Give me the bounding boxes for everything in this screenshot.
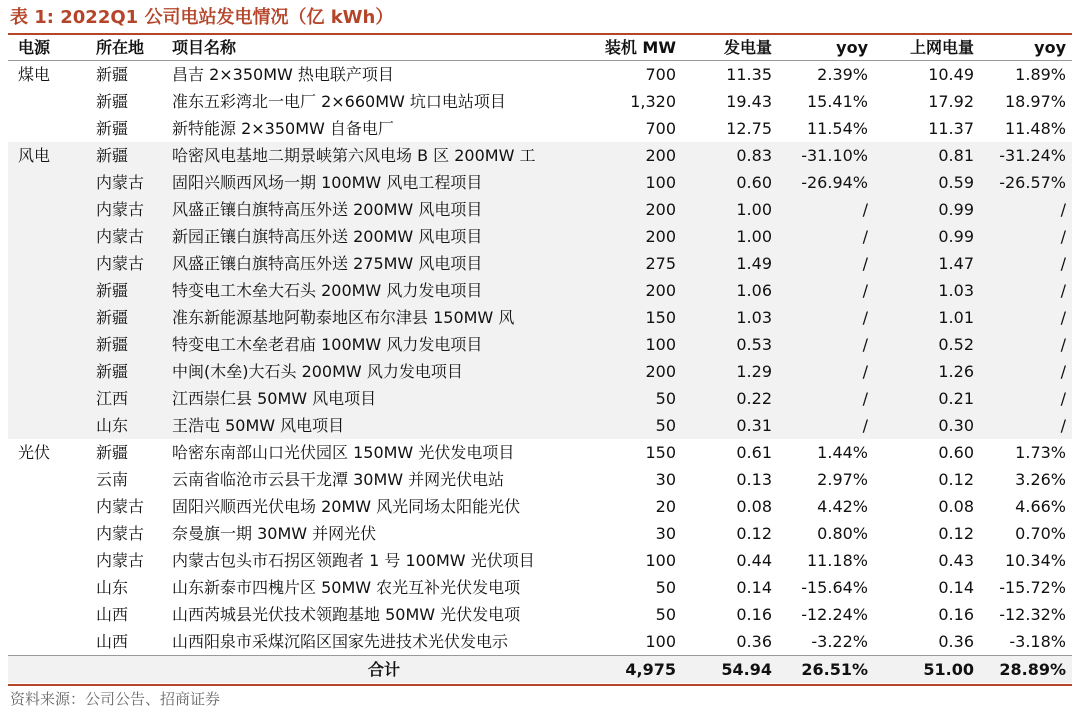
project-name-cell: 山东新泰市四槐片区 50MW 农光互补光伏发电项 <box>172 578 521 597</box>
source-cell <box>8 466 90 493</box>
capacity-cell: 150 <box>598 304 682 331</box>
generation-yoy-cell: 15.41% <box>806 92 868 111</box>
capacity-cell: 200 <box>598 196 682 223</box>
source-cell <box>8 223 90 250</box>
grid-yoy-cell: / <box>980 331 1072 358</box>
grid-power-cell: 0.81 <box>874 142 980 169</box>
grid-power-cell: 1.01 <box>874 304 980 331</box>
table-row <box>8 196 1072 223</box>
capacity-cell: 30 <box>655 470 676 489</box>
grid-yoy-cell: -31.24% <box>980 142 1072 169</box>
generation-yoy-cell: 2.39% <box>817 65 868 84</box>
grid-yoy-cell: 0.70% <box>1015 524 1066 543</box>
total-grid-power: 51.00 <box>874 656 980 684</box>
generation-yoy-cell: / <box>778 358 874 385</box>
generation-cell: 0.53 <box>682 331 778 358</box>
location-cell: 新疆 <box>90 304 170 331</box>
generation-cell: 0.14 <box>736 578 772 597</box>
project-name-cell: 特变电工木垒大石头 200MW 风力发电项目 <box>170 277 598 304</box>
location-cell: 云南 <box>96 470 129 489</box>
source-cell <box>8 358 90 385</box>
generation-cell: 0.16 <box>736 605 772 624</box>
source-cell <box>8 601 90 628</box>
source-note: 资料来源：公司公告、招商证券 <box>10 690 221 708</box>
capacity-cell: 30 <box>655 524 676 543</box>
capacity-cell: 100 <box>645 632 676 651</box>
location-cell: 新疆 <box>90 358 170 385</box>
generation-yoy-cell: / <box>778 196 874 223</box>
grid-yoy-cell: -3.18% <box>1009 632 1066 651</box>
generation-yoy-cell: 4.42% <box>817 497 868 516</box>
header-project: 项目名称 <box>170 35 598 61</box>
table-row <box>8 358 1072 385</box>
project-name-cell: 固阳兴顺西风场一期 100MW 风电工程项目 <box>170 169 598 196</box>
generation-cell: 0.22 <box>682 385 778 412</box>
grid-power-cell: 11.37 <box>928 119 974 138</box>
table-row <box>8 547 1072 574</box>
generation-yoy-cell: -15.64% <box>801 578 868 597</box>
project-name-cell: 准东新能源基地阿勒泰地区布尔津县 150MW 风 <box>170 304 598 331</box>
project-name-cell: 风盛正镶白旗特高压外送 200MW 风电项目 <box>170 196 598 223</box>
generation-cell: 0.31 <box>682 412 778 439</box>
bottom-rule <box>8 684 1072 686</box>
generation-yoy-cell: 11.54% <box>806 119 868 138</box>
source-cell <box>8 88 90 115</box>
location-cell: 内蒙古 <box>90 169 170 196</box>
location-cell: 新疆 <box>90 331 170 358</box>
location-cell: 新疆 <box>90 142 170 169</box>
capacity-cell: 1,320 <box>630 92 676 111</box>
grid-yoy-cell: / <box>980 250 1072 277</box>
table-row <box>8 574 1072 601</box>
generation-yoy-cell: / <box>778 223 874 250</box>
table-row <box>8 88 1072 115</box>
project-name-cell: 准东五彩湾北一电厂 2×660MW 坑口电站项目 <box>172 92 506 111</box>
project-name-cell: 新园正镶白旗特高压外送 200MW 风电项目 <box>170 223 598 250</box>
capacity-cell: 700 <box>645 65 676 84</box>
project-name-cell: 江西崇仁县 50MW 风电项目 <box>170 385 598 412</box>
source-cell <box>8 574 90 601</box>
table-row <box>8 115 1072 142</box>
grid-power-cell: 0.21 <box>874 385 980 412</box>
project-name-cell: 奈曼旗一期 30MW 并网光伏 <box>172 524 377 543</box>
total-label: 合计 <box>170 656 598 684</box>
project-name-cell: 风盛正镶白旗特高压外送 275MW 风电项目 <box>170 250 598 277</box>
grid-power-cell: 0.99 <box>874 223 980 250</box>
generation-yoy-cell: / <box>778 385 874 412</box>
table-row <box>8 412 1072 439</box>
grid-yoy-cell: / <box>980 196 1072 223</box>
grid-power-cell: 1.47 <box>874 250 980 277</box>
generation-yoy-cell: -26.94% <box>778 169 874 196</box>
project-name-cell: 新特能源 2×350MW 自备电厂 <box>172 119 394 138</box>
source-cell <box>8 547 90 574</box>
capacity-cell: 100 <box>645 551 676 570</box>
source-cell: 光伏 <box>18 443 51 462</box>
grid-yoy-cell: / <box>980 385 1072 412</box>
capacity-cell: 275 <box>598 250 682 277</box>
grid-power-cell: 0.08 <box>938 497 974 516</box>
grid-yoy-cell: / <box>980 277 1072 304</box>
location-cell: 江西 <box>90 385 170 412</box>
generation-cell: 1.00 <box>682 196 778 223</box>
capacity-cell: 700 <box>645 119 676 138</box>
location-cell: 新疆 <box>96 443 129 462</box>
generation-cell: 1.29 <box>682 358 778 385</box>
table-row <box>8 493 1072 520</box>
location-cell: 内蒙古 <box>90 196 170 223</box>
grid-yoy-cell: -26.57% <box>980 169 1072 196</box>
capacity-cell: 100 <box>598 169 682 196</box>
project-name-cell: 昌吉 2×350MW 热电联产项目 <box>172 65 394 84</box>
project-name-cell: 哈密风电基地二期景峡第六风电场 B 区 200MW 工 <box>170 142 598 169</box>
capacity-cell: 50 <box>598 385 682 412</box>
source-cell <box>8 277 90 304</box>
header-generation: 发电量 <box>682 35 778 61</box>
grid-yoy-cell: 3.26% <box>1015 470 1066 489</box>
capacity-cell: 50 <box>598 412 682 439</box>
source-cell <box>8 628 90 656</box>
total-grid-yoy: 28.89% <box>980 656 1072 684</box>
grid-yoy-cell: 1.89% <box>1015 65 1066 84</box>
generation-cell: 1.03 <box>682 304 778 331</box>
generation-cell: 1.00 <box>682 223 778 250</box>
generation-yoy-cell: / <box>778 277 874 304</box>
generation-yoy-cell: / <box>778 304 874 331</box>
project-name-cell: 哈密东南部山口光伏园区 150MW 光伏发电项目 <box>172 443 515 462</box>
table-row <box>8 466 1072 493</box>
total-generation: 54.94 <box>682 656 778 684</box>
project-name-cell: 山西阳泉市采煤沉陷区国家先进技术光伏发电示 <box>172 632 509 651</box>
location-cell: 内蒙古 <box>96 551 145 570</box>
generation-yoy-cell: 2.97% <box>817 470 868 489</box>
header-capacity: 装机 MW <box>598 35 682 61</box>
generation-yoy-cell: 1.44% <box>817 443 868 462</box>
generation-cell: 11.35 <box>726 65 772 84</box>
header-row <box>8 35 1072 61</box>
grid-yoy-cell: -12.32% <box>999 605 1066 624</box>
generation-yoy-cell: / <box>778 412 874 439</box>
capacity-cell: 150 <box>645 443 676 462</box>
project-name-cell: 云南省临沧市云县干龙潭 30MW 并网光伏电站 <box>172 470 505 489</box>
grid-yoy-cell: 18.97% <box>1004 92 1066 111</box>
header-location: 所在地 <box>90 35 170 61</box>
capacity-cell: 20 <box>655 497 676 516</box>
header-grid-yoy: yoy <box>980 35 1072 61</box>
generation-cell: 1.49 <box>682 250 778 277</box>
source-cell <box>8 196 90 223</box>
grid-yoy-cell: 4.66% <box>1015 497 1066 516</box>
table-row <box>8 331 1072 358</box>
project-name-cell: 王浩屯 50MW 风电项目 <box>170 412 598 439</box>
table-row <box>8 223 1072 250</box>
location-cell: 内蒙古 <box>96 497 145 516</box>
project-name-cell: 特变电工木垒老君庙 100MW 风力发电项目 <box>170 331 598 358</box>
table-row <box>8 250 1072 277</box>
project-name-cell: 内蒙古包头市石拐区领跑者 1 号 100MW 光伏项目 <box>172 551 535 570</box>
table-row <box>8 61 1072 89</box>
generation-yoy-cell: / <box>778 331 874 358</box>
source-cell <box>8 115 90 142</box>
grid-power-cell: 1.03 <box>874 277 980 304</box>
grid-yoy-cell: / <box>980 223 1072 250</box>
location-cell: 内蒙古 <box>90 223 170 250</box>
table-row <box>8 439 1072 466</box>
source-cell <box>8 493 90 520</box>
source-cell <box>8 250 90 277</box>
capacity-cell: 50 <box>655 605 676 624</box>
source-cell <box>8 331 90 358</box>
generation-yoy-cell: 0.80% <box>817 524 868 543</box>
total-row <box>8 656 1072 684</box>
generation-cell: 1.06 <box>682 277 778 304</box>
location-cell: 山东 <box>96 578 129 597</box>
grid-power-cell: 0.12 <box>938 524 974 543</box>
grid-power-cell: 0.12 <box>938 470 974 489</box>
generation-cell: 0.13 <box>736 470 772 489</box>
location-cell: 山东 <box>90 412 170 439</box>
table-row <box>8 628 1072 656</box>
grid-power-cell: 0.36 <box>938 632 974 651</box>
grid-power-cell: 17.92 <box>928 92 974 111</box>
table-title: 表 1: 2022Q1 公司电站发电情况（亿 kWh） <box>10 7 394 28</box>
grid-power-cell: 0.16 <box>938 605 974 624</box>
power-station-table <box>8 35 1072 683</box>
source-cell <box>8 412 90 439</box>
grid-power-cell: 0.30 <box>874 412 980 439</box>
grid-power-cell: 1.26 <box>874 358 980 385</box>
table-row <box>8 385 1072 412</box>
source-cell <box>8 385 90 412</box>
source-cell <box>8 169 90 196</box>
grid-power-cell: 0.60 <box>938 443 974 462</box>
grid-power-cell: 0.59 <box>874 169 980 196</box>
grid-power-cell: 0.52 <box>874 331 980 358</box>
location-cell: 新疆 <box>96 119 129 138</box>
generation-cell: 0.08 <box>736 497 772 516</box>
source-cell: 煤电 <box>18 65 51 84</box>
generation-yoy-cell: -3.22% <box>811 632 868 651</box>
grid-yoy-cell: 1.73% <box>1015 443 1066 462</box>
grid-power-cell: 0.43 <box>938 551 974 570</box>
capacity-cell: 50 <box>655 578 676 597</box>
table-row <box>8 520 1072 547</box>
location-cell: 山西 <box>96 632 129 651</box>
grid-yoy-cell: / <box>980 358 1072 385</box>
table-row <box>8 142 1072 169</box>
location-cell: 内蒙古 <box>96 524 145 543</box>
generation-yoy-cell: / <box>778 250 874 277</box>
capacity-cell: 100 <box>598 331 682 358</box>
source-cell <box>8 520 90 547</box>
generation-yoy-cell: 11.18% <box>806 551 868 570</box>
total-generation-yoy: 26.51% <box>778 656 874 684</box>
project-name-cell: 山西芮城县光伏技术领跑基地 50MW 光伏发电项 <box>172 605 521 624</box>
generation-cell: 12.75 <box>726 119 772 138</box>
project-name-cell: 固阳兴顺西光伏电场 20MW 风光同场太阳能光伏 <box>172 497 521 516</box>
capacity-cell: 200 <box>598 223 682 250</box>
generation-cell: 19.43 <box>726 92 772 111</box>
grid-yoy-cell: 11.48% <box>1004 119 1066 138</box>
generation-yoy-cell: -12.24% <box>801 605 868 624</box>
generation-yoy-cell: -31.10% <box>778 142 874 169</box>
table-row <box>8 304 1072 331</box>
header-generation-yoy: yoy <box>778 35 874 61</box>
generation-cell: 0.83 <box>682 142 778 169</box>
location-cell: 新疆 <box>90 277 170 304</box>
capacity-cell: 200 <box>598 142 682 169</box>
grid-yoy-cell: -15.72% <box>999 578 1066 597</box>
project-name-cell: 中闽(木垒)大石头 200MW 风力发电项目 <box>170 358 598 385</box>
table-row <box>8 277 1072 304</box>
grid-power-cell: 0.99 <box>874 196 980 223</box>
generation-cell: 0.12 <box>736 524 772 543</box>
location-cell: 新疆 <box>96 65 129 84</box>
source-cell <box>8 304 90 331</box>
capacity-cell: 200 <box>598 277 682 304</box>
total-capacity: 4,975 <box>598 656 682 684</box>
capacity-cell: 200 <box>598 358 682 385</box>
grid-yoy-cell: / <box>980 412 1072 439</box>
grid-yoy-cell: 10.34% <box>1004 551 1066 570</box>
generation-cell: 0.36 <box>736 632 772 651</box>
grid-power-cell: 10.49 <box>928 65 974 84</box>
generation-cell: 0.60 <box>682 169 778 196</box>
grid-power-cell: 0.14 <box>938 578 974 597</box>
grid-yoy-cell: / <box>980 304 1072 331</box>
table-row <box>8 601 1072 628</box>
header-source: 电源 <box>8 35 90 61</box>
header-grid-power: 上网电量 <box>874 35 980 61</box>
generation-cell: 0.61 <box>736 443 772 462</box>
generation-cell: 0.44 <box>736 551 772 570</box>
source-cell: 风电 <box>8 142 90 169</box>
table-row <box>8 169 1072 196</box>
location-cell: 山西 <box>96 605 129 624</box>
location-cell: 内蒙古 <box>90 250 170 277</box>
location-cell: 新疆 <box>96 92 129 111</box>
